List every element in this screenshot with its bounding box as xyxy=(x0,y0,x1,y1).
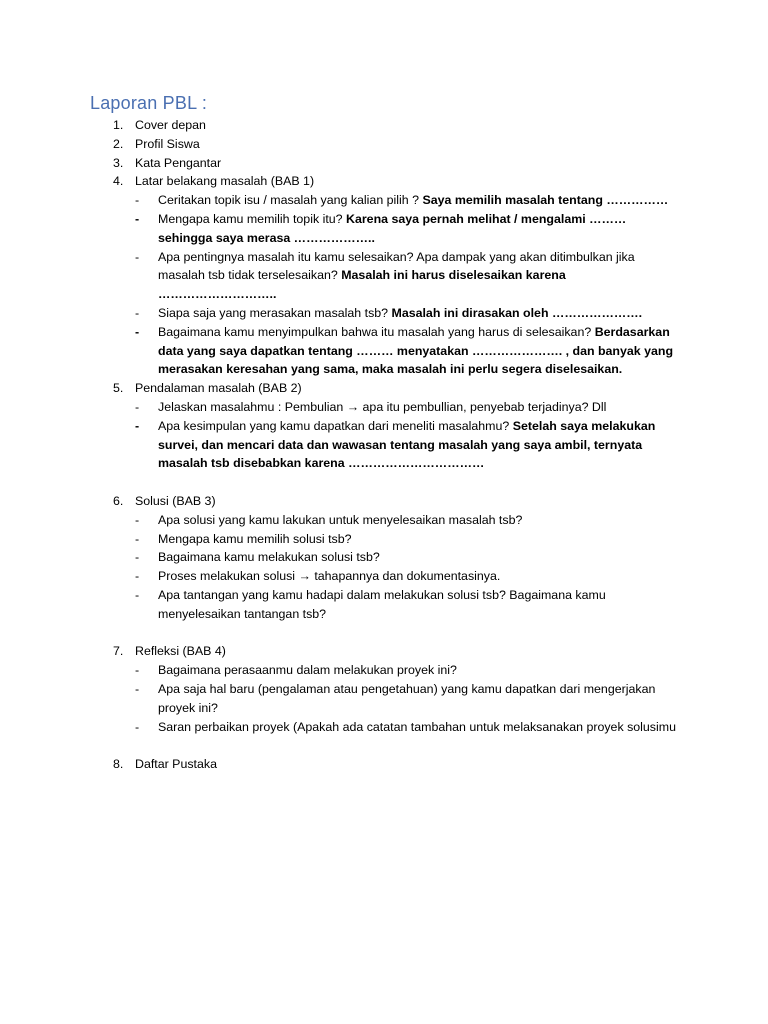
list-item xyxy=(113,755,683,774)
sub-item-answer-template: Karena saya pernah melihat / mengalami ……… sehingga saya merasa ……………….. xyxy=(158,211,627,245)
list-item-label: Daftar Pustaka xyxy=(135,757,217,772)
list-item-body xyxy=(135,642,683,736)
sub-item-question: Siapa saja yang merasakan masalah tsb? xyxy=(158,305,392,320)
sub-item-text xyxy=(158,718,683,737)
list-item xyxy=(113,379,683,473)
sub-item-question: Apa solusi yang kamu lakukan untuk menyelesaikan masalah tsb? xyxy=(158,512,523,527)
list-item-body xyxy=(135,379,683,473)
sub-list-item xyxy=(135,586,683,624)
sub-list-item xyxy=(135,417,683,473)
sub-list-item xyxy=(135,718,683,737)
list-item-body xyxy=(135,116,683,135)
sub-list-item xyxy=(135,548,683,567)
list-item xyxy=(113,172,683,379)
sub-item-text xyxy=(158,548,683,567)
dash-bullet: - xyxy=(135,418,140,433)
sub-item-question: Apa kesimpulan yang kamu dapatkan dari meneliti masalahmu? xyxy=(158,418,513,433)
list-item-body xyxy=(135,172,683,379)
list-item-number: 7. xyxy=(113,644,124,659)
dash-bullet: - xyxy=(135,305,140,320)
sub-item-question: Saran perbaikan proyek (Apakah ada catatan tambahan untuk melaksanakan proyek solusimu xyxy=(158,719,676,734)
document-body xyxy=(113,116,683,774)
dash-bullet: - xyxy=(135,211,140,226)
sub-item-question: Apa pentingnya masalah itu kamu selesaikan? Apa dampak yang akan ditimbulkan jika masalah tsb tidak terselesaikan? xyxy=(158,249,635,283)
list-item-number: 4. xyxy=(113,174,124,189)
sub-list-item xyxy=(135,191,683,210)
list-item-label: Pendalaman masalah (BAB 2) xyxy=(135,381,302,396)
list-item-label: Solusi (BAB 3) xyxy=(135,493,216,508)
dash-bullet: - xyxy=(135,531,140,546)
sub-list-item xyxy=(135,398,683,417)
sub-item-text xyxy=(158,511,683,530)
sub-item-text xyxy=(158,191,683,210)
list-item-body xyxy=(135,154,683,173)
list-item-number: 6. xyxy=(113,493,124,508)
sub-item-question: Apa tantangan yang kamu hadapi dalam melakukan solusi tsb? Bagaimana kamu menyelesaikan tantangan tsb? xyxy=(158,587,606,621)
list-item xyxy=(113,642,683,736)
dash-bullet: - xyxy=(135,569,140,584)
dash-bullet: - xyxy=(135,587,140,602)
list-item-number: 2. xyxy=(113,136,124,151)
sub-item-answer-template: Saya memilih masalah tentang …………… xyxy=(422,193,669,208)
sub-list-item xyxy=(135,511,683,530)
sub-item-question: Bagaimana kamu melakukan solusi tsb? xyxy=(158,550,380,565)
numbered-list xyxy=(113,116,683,774)
list-item-number: 3. xyxy=(113,155,124,170)
sub-list-item xyxy=(135,530,683,549)
list-item xyxy=(113,492,683,624)
sub-item-text xyxy=(158,210,683,248)
list-item-label: Cover depan xyxy=(135,118,206,132)
dash-bullet: - xyxy=(135,324,140,339)
sub-item-question: Proses melakukan solusi → tahapannya dan dokumentasinya. xyxy=(158,569,501,584)
sub-item-answer-template: Setelah saya melakukan survei, dan mencari data dan wawasan tentang masalah yang saya ambil, ternyata masalah tsb disebabkan karena …………………………… xyxy=(158,418,656,471)
sub-list-item xyxy=(135,210,683,248)
sub-list-item xyxy=(135,323,683,379)
dash-bullet: - xyxy=(135,681,140,696)
list-item-label: Latar belakang masalah (BAB 1) xyxy=(135,174,315,189)
sub-item-text xyxy=(158,304,683,323)
sub-list-item xyxy=(135,567,683,586)
list-item-number: 8. xyxy=(113,757,124,772)
sub-item-question: Ceritakan topik isu / masalah yang kalian pilih ? xyxy=(158,193,423,208)
list-item xyxy=(113,116,683,135)
sub-list xyxy=(135,398,683,473)
sub-item-text xyxy=(158,417,683,473)
sub-item-question: Mengapa kamu memilih solusi tsb? xyxy=(158,531,352,546)
sub-item-question: Jelaskan masalahmu : Pembulian → apa itu pembullian, penyebab terjadinya? Dll xyxy=(158,399,607,414)
sub-item-text xyxy=(158,323,683,379)
sub-item-text xyxy=(158,398,683,417)
sub-item-question: Bagaimana perasaanmu dalam melakukan proyek ini? xyxy=(158,663,457,678)
sub-list-item xyxy=(135,680,683,718)
sub-item-answer-template: Berdasarkan data yang saya dapatkan tentang ……… menyatakan …………………. , dan banyak yang merasakan keresahan yang sama, maka masalah ini perlu segera diselesaikan. xyxy=(158,324,674,377)
list-item xyxy=(113,135,683,154)
sub-item-question: Bagaimana kamu menyimpulkan bahwa itu masalah yang harus di selesaikan? xyxy=(158,324,595,339)
list-item-label: Profil Siswa xyxy=(135,136,200,151)
sub-item-question: Apa saja hal baru (pengalaman atau pengetahuan) yang kamu dapatkan dari mengerjakan proyek ini? xyxy=(158,681,656,715)
dash-bullet: - xyxy=(135,663,140,678)
dash-bullet: - xyxy=(135,719,140,734)
sub-list-item xyxy=(135,661,683,680)
sub-item-text xyxy=(158,586,683,624)
list-item-number: 1. xyxy=(113,118,124,132)
dash-bullet: - xyxy=(135,193,140,208)
list-item-number: 5. xyxy=(113,381,124,396)
sub-item-question: Mengapa kamu memilih topik itu? xyxy=(158,211,347,226)
list-item-label: Kata Pengantar xyxy=(135,155,222,170)
list-item xyxy=(113,154,683,173)
list-spacer xyxy=(113,473,683,492)
list-item-body xyxy=(135,755,683,774)
dash-bullet: - xyxy=(135,399,140,414)
sub-list-item xyxy=(135,248,683,304)
sub-item-text xyxy=(158,248,683,304)
sub-item-text xyxy=(158,661,683,680)
list-item-body xyxy=(135,135,683,154)
sub-list xyxy=(135,661,683,736)
dash-bullet: - xyxy=(135,512,140,527)
sub-list xyxy=(135,511,683,624)
list-spacer xyxy=(113,736,683,755)
sub-item-answer-template: Masalah ini dirasakan oleh …………………. xyxy=(391,305,643,320)
list-item-label: Refleksi (BAB 4) xyxy=(135,644,226,659)
list-spacer xyxy=(113,624,683,643)
sub-item-answer-template: Masalah ini harus diselesaikan karena ……………………….. xyxy=(158,268,566,302)
sub-item-text xyxy=(158,530,683,549)
document-title: Laporan PBL : xyxy=(90,93,208,113)
sub-item-text xyxy=(158,567,683,586)
sub-list-item xyxy=(135,304,683,323)
dash-bullet: - xyxy=(135,249,140,264)
dash-bullet: - xyxy=(135,550,140,565)
list-item-body xyxy=(135,492,683,624)
sub-list xyxy=(135,191,683,379)
sub-item-text xyxy=(158,680,683,718)
